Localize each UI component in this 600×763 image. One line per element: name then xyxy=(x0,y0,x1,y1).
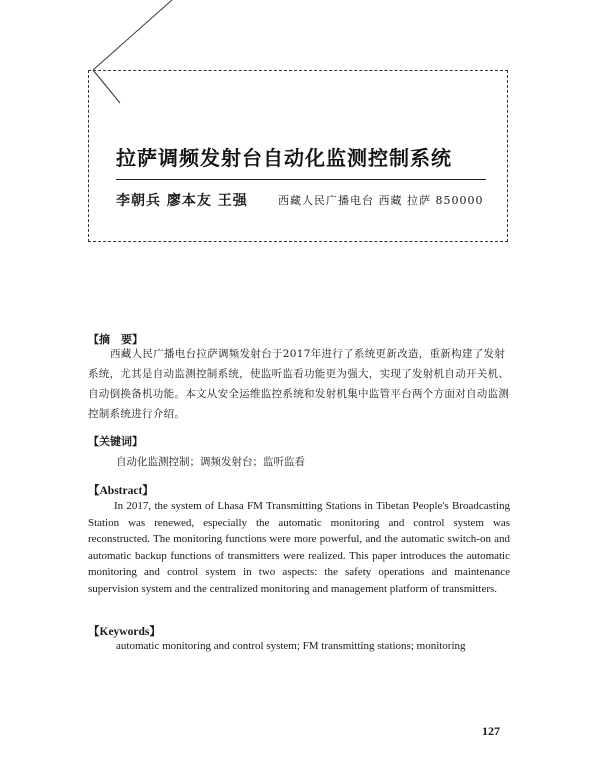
fold-line-upper xyxy=(93,0,172,70)
abstract-cn-heading: 【摘 要】 xyxy=(88,333,143,346)
abstract-en-heading: 【Abstract】 xyxy=(88,485,154,497)
keywords-cn-text: 自动化监测控制；调频发射台；监听监看 xyxy=(116,456,305,468)
abstract-cn-text: 西藏人民广播电台拉萨调频发射台于2017年进行了系统更新改造，重新构建了发射系统，尤其是自动监测控制系统，使监听监看功能更为强大，实现了发射机自动开关机、自动倒换备机功能。本文从安全运维监控系统和发射机集中监管平台两个方面对自动监测控制系统进行介绍。 xyxy=(88,348,510,420)
keywords-en-heading: 【Keywords】 xyxy=(88,626,161,638)
author-affiliation: 西藏人民广播电台 西藏 拉萨 850000 xyxy=(278,194,484,207)
page-number: 127 xyxy=(482,724,500,738)
abstract-en-text: In 2017, the system of Lhasa FM Transmitting Stations in Tibetan People's Broadcasting Station was renewed, especially the automatic monitoring and control system was reconstructed. The monitoring functions were more powerful, and the automatic switch-on and automatic backup functions of transmitters were realized. This paper introduces the automatic monitoring and control system in two aspects: the safety operations and maintenance supervision system and the centralized monitoring and management platform of transmitters. xyxy=(88,500,510,595)
article-title: 拉萨调频发射台自动化监测控制系统 xyxy=(116,146,452,170)
author-list: 李朝兵 廖本友 王强 xyxy=(116,193,248,209)
keywords-en-text: automatic monitoring and control system; FM transmitting stations; monitoring xyxy=(116,640,466,652)
keywords-cn-heading: 【关键词】 xyxy=(88,435,143,448)
title-underline xyxy=(116,179,486,180)
